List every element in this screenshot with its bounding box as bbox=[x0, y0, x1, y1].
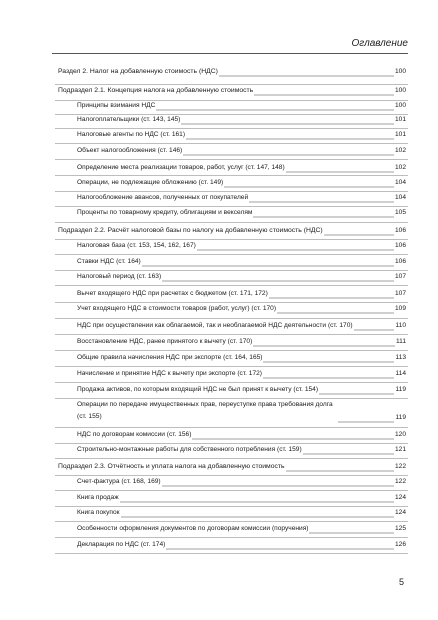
toc-entry-page: 119 bbox=[395, 414, 406, 422]
toc-leader-dots bbox=[269, 290, 394, 299]
toc-entry-page: 102 bbox=[394, 164, 406, 171]
toc-entry-page: 121 bbox=[394, 446, 406, 453]
toc-entry[interactable] bbox=[77, 273, 406, 282]
toc-entry-label: Объект налогообложения (ст. 146) bbox=[77, 147, 183, 154]
toc-leader-dots bbox=[192, 431, 394, 440]
toc-entry-subsection-2-1[interactable] bbox=[58, 87, 406, 96]
toc-entry-label: Налоговая база (ст. 153, 154, 162, 167) bbox=[77, 242, 196, 249]
toc-leader-dots bbox=[186, 131, 394, 140]
toc-entry[interactable] bbox=[77, 431, 406, 440]
toc-entry-label: Принципы взимания НДС bbox=[77, 102, 156, 109]
toc-divider bbox=[55, 350, 408, 351]
toc-entry[interactable] bbox=[77, 258, 406, 267]
page-header-title: Оглавление bbox=[351, 38, 408, 49]
toc-leader-dots bbox=[263, 354, 394, 363]
toc-entry[interactable] bbox=[77, 194, 406, 203]
toc-entry-label: Подраздел 2.2. Расчёт налоговой базы по налогу на добавленную стоимость (НДС) bbox=[58, 227, 323, 234]
toc-entry[interactable] bbox=[77, 541, 406, 550]
toc-divider bbox=[55, 366, 408, 367]
toc-entry-page: 124 bbox=[394, 494, 406, 501]
toc-leader-dots bbox=[120, 494, 394, 503]
toc-entry[interactable] bbox=[77, 290, 406, 299]
toc-entry-subsection-2-2[interactable] bbox=[58, 227, 406, 236]
toc-leader-dots bbox=[162, 478, 394, 487]
toc-entry-label: Подраздел 2.1. Концепция налога на добавленную стоимость bbox=[58, 87, 254, 94]
toc-entry[interactable] bbox=[77, 179, 406, 188]
toc-entry[interactable] bbox=[77, 386, 406, 395]
toc-entry-page: 109 bbox=[394, 305, 406, 312]
toc-leader-dots bbox=[354, 322, 395, 331]
toc-entry-page: 113 bbox=[395, 354, 406, 361]
toc-entry-label: Операции по передаче имущественных прав, переуступке права требования долга (ст. 155) bbox=[77, 401, 333, 420]
toc-leader-dots bbox=[277, 305, 394, 314]
toc-divider bbox=[55, 206, 408, 207]
toc-divider bbox=[55, 334, 408, 335]
toc-entry-page: 100 bbox=[394, 102, 406, 109]
toc-leader-dots bbox=[181, 116, 394, 125]
toc-leader-dots bbox=[263, 370, 394, 379]
toc-divider bbox=[55, 382, 408, 383]
toc-entry-label: Определение места реализации товаров, работ, услуг (ст. 147, 148) bbox=[77, 164, 285, 171]
toc-entry[interactable] bbox=[77, 509, 406, 518]
toc-entry[interactable] bbox=[77, 242, 406, 251]
toc-divider bbox=[55, 84, 408, 85]
toc-entry-label: Налогоплательщики (ст. 143, 145) bbox=[77, 116, 181, 123]
toc-divider bbox=[55, 175, 408, 176]
toc-entry-label: Книга покупок bbox=[77, 509, 120, 516]
toc-entry-label: Декларация по НДС (ст. 174) bbox=[77, 541, 166, 548]
toc-divider bbox=[55, 443, 408, 444]
toc-entry[interactable] bbox=[77, 370, 406, 379]
toc-divider bbox=[55, 475, 408, 476]
toc-entry-page: 104 bbox=[394, 179, 406, 186]
toc-entry-label: Особенности оформления документов по договорам комиссии (поручения) bbox=[77, 525, 309, 532]
toc-entry-page: 106 bbox=[394, 242, 406, 249]
toc-divider bbox=[55, 458, 408, 459]
toc-entry-page: 122 bbox=[394, 478, 406, 485]
toc-leader-dots bbox=[309, 525, 394, 534]
toc-divider bbox=[55, 285, 408, 286]
toc-entry-label: Раздел 2. Налог на добавленную стоимость (НДС) bbox=[58, 68, 218, 75]
toc-leader-dots bbox=[253, 338, 395, 347]
toc-leader-dots bbox=[224, 179, 394, 188]
toc-divider bbox=[55, 222, 408, 223]
toc-entry-label: Налоговые агенты по НДС (ст. 161) bbox=[77, 131, 186, 138]
toc-entry-label: Общие правила начисления НДС при экспорте (ст. 164, 165) bbox=[77, 354, 263, 361]
page-number: 5 bbox=[398, 577, 404, 587]
toc-leader-dots bbox=[183, 147, 394, 156]
toc-entry-page: 106 bbox=[394, 227, 406, 234]
toc-entry-page: 106 bbox=[394, 258, 406, 265]
header-rule bbox=[52, 53, 408, 54]
toc-entry-label: Операции, не подлежащие обложению (ст. 149) bbox=[77, 179, 224, 186]
toc-entry-subsection-2-3[interactable] bbox=[58, 463, 406, 472]
toc-divider bbox=[55, 159, 408, 160]
toc-entry[interactable] bbox=[77, 338, 406, 347]
toc-entry[interactable] bbox=[77, 525, 406, 534]
toc-entry-label: Строительно-монтажные работы для собственного потребления (ст. 159) bbox=[77, 446, 302, 453]
toc-entry[interactable] bbox=[77, 322, 406, 331]
toc-leader-dots bbox=[286, 463, 394, 472]
toc-entry-label: Ставки НДС (ст. 164) bbox=[77, 258, 141, 265]
toc-leader-dots bbox=[338, 414, 394, 423]
toc-divider bbox=[55, 318, 408, 319]
toc-leader-dots bbox=[166, 541, 394, 550]
toc-divider bbox=[55, 100, 408, 101]
toc-divider bbox=[55, 302, 408, 303]
toc-entry-page: 126 bbox=[394, 541, 406, 548]
toc-entry-page: 111 bbox=[395, 338, 406, 345]
toc-entry-multiline[interactable] bbox=[77, 399, 406, 423]
toc-entry-label: Подраздел 2.3. Отчётность и уплата налога на добавленную стоимость bbox=[58, 463, 285, 470]
toc-divider bbox=[55, 239, 408, 240]
toc-leader-dots bbox=[156, 102, 394, 111]
toc-leader-dots bbox=[121, 509, 394, 518]
toc-divider bbox=[55, 537, 408, 538]
toc-divider bbox=[55, 143, 408, 144]
toc-entry-label: НДС при осуществлении как облагаемой, так и необлагаемой НДС деятельности (ст. 170) bbox=[77, 322, 353, 329]
toc-entry[interactable] bbox=[77, 446, 406, 455]
toc-entry-page: 119 bbox=[395, 386, 406, 393]
toc-divider bbox=[55, 506, 408, 507]
toc-divider bbox=[55, 521, 408, 522]
toc-leader-dots bbox=[319, 386, 394, 395]
toc-entry[interactable] bbox=[77, 131, 406, 140]
toc-leader-dots bbox=[253, 209, 394, 218]
toc-entry-page: 104 bbox=[394, 194, 406, 201]
toc-entry-page: 101 bbox=[394, 131, 406, 138]
toc-divider bbox=[55, 128, 408, 129]
toc-entry[interactable] bbox=[77, 494, 406, 503]
toc-entry-page: 120 bbox=[394, 431, 406, 438]
toc-leader-dots bbox=[249, 194, 394, 203]
toc-leader-dots bbox=[303, 446, 394, 455]
toc-entry[interactable] bbox=[77, 209, 406, 218]
toc-entry-label: Вычет входящего НДС при расчетах с бюджетом (ст. 171, 172) bbox=[77, 290, 268, 297]
toc-entry-label: Восстановление НДС, ранее принятого к вычету (ст. 170) bbox=[77, 338, 253, 345]
toc-leader-dots bbox=[254, 87, 394, 96]
toc-entry-page: 122 bbox=[394, 463, 406, 470]
toc-entry-section-2[interactable] bbox=[58, 68, 406, 77]
toc-entry-page: 100 bbox=[394, 68, 406, 75]
toc-entry-label: Счет-фактура (ст. 168, 169) bbox=[77, 478, 161, 485]
toc-entry[interactable] bbox=[77, 116, 406, 125]
toc-divider bbox=[55, 427, 408, 428]
toc-entry[interactable] bbox=[77, 305, 406, 314]
toc-leader-dots bbox=[142, 258, 394, 267]
toc-divider bbox=[55, 270, 408, 271]
toc-leader-dots bbox=[162, 273, 394, 282]
toc-entry-page: 100 bbox=[394, 87, 406, 94]
toc-entry-page: 124 bbox=[394, 509, 406, 516]
toc-entry-page: 107 bbox=[394, 273, 406, 280]
toc-entry-label: Налоговый период (ст. 163) bbox=[77, 273, 162, 280]
toc-entry-page: 125 bbox=[394, 525, 406, 532]
toc-entry-label: Налогообложение авансов, полученных от покупателей bbox=[77, 194, 249, 201]
toc-entry[interactable] bbox=[77, 164, 406, 173]
toc-entry[interactable] bbox=[77, 147, 406, 156]
toc-divider bbox=[55, 114, 408, 115]
toc-divider bbox=[55, 553, 408, 554]
toc-entry-label: Книга продаж bbox=[77, 494, 119, 501]
toc-entry-label: Учет входящего НДС в стоимости товаров (работ, услуг) (ст. 170) bbox=[77, 305, 277, 312]
toc-leader-dots bbox=[324, 227, 394, 236]
toc-entry-label: Продажа активов, по которым входящий НДС не был принят к вычету (ст. 154) bbox=[77, 386, 319, 393]
toc-entry[interactable] bbox=[77, 102, 406, 111]
toc-entry-page: 102 bbox=[394, 147, 406, 154]
toc-entry-label: Проценты по товарному кредиту, облигациям и векселям bbox=[77, 209, 253, 216]
toc-divider bbox=[55, 254, 408, 255]
toc-divider bbox=[55, 490, 408, 491]
toc-leader-dots bbox=[219, 68, 394, 77]
toc-entry[interactable] bbox=[77, 354, 406, 363]
toc-entry-label: Начисление и принятие НДС к вычету при экспорте (ст. 172) bbox=[77, 370, 262, 377]
toc-entry[interactable] bbox=[77, 478, 406, 487]
toc-divider bbox=[55, 191, 408, 192]
toc-leader-dots bbox=[197, 242, 394, 251]
toc-leader-dots bbox=[286, 164, 394, 173]
toc-entry-page: 105 bbox=[394, 209, 406, 216]
toc-entry-label: НДС по договорам комиссии (ст. 156) bbox=[77, 431, 192, 438]
toc-entry-page: 101 bbox=[394, 116, 406, 123]
toc-entry-page: 110 bbox=[395, 322, 406, 329]
toc-entry-page: 114 bbox=[395, 370, 406, 377]
toc-entry-page: 107 bbox=[394, 290, 406, 297]
